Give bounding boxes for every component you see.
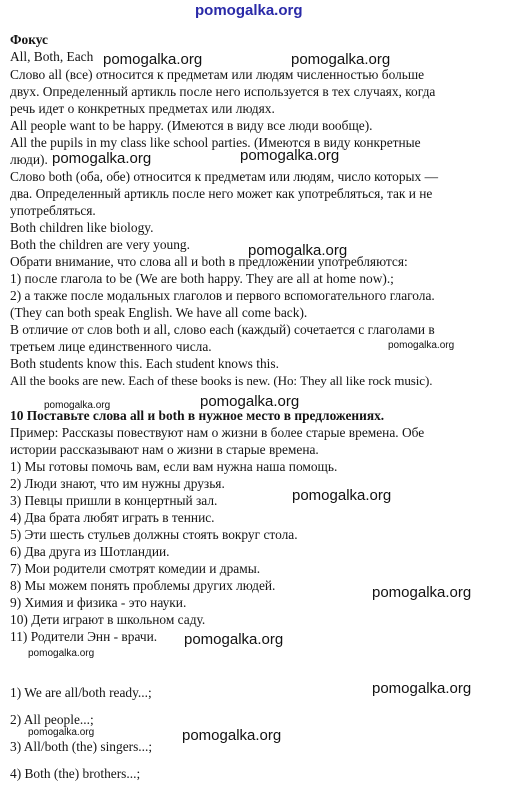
text-line: All people want to be happy. (Имеются в виду все люди вообще). [10, 118, 373, 133]
watermark: pomogalka.org [292, 487, 392, 504]
answer-line: 1) We are all/both ready...; [10, 685, 152, 700]
exercise-line: 4) Два брата любят играть в теннис. [10, 510, 215, 525]
text-line: двух. Определенный артикль после него используется в тех случаях, когда [10, 84, 436, 99]
text-line: (They can both speak English. We have all come back). [10, 305, 308, 320]
text-line: 1) после глагола to be (We are both happy. They are all at home now).; [10, 271, 394, 286]
exercise-line: 1) Мы готовы помочь вам, если вам нужна наша помощь. [10, 459, 338, 474]
text-line: All the pupils in my class like school parties. (Имеются в виду конкретные [10, 135, 421, 150]
text-line: В отличие от слов both и all, слово each (каждый) сочетается с глаголами в [10, 322, 435, 337]
watermark: pomogalka.org [184, 631, 284, 648]
watermark: pomogalka.org [28, 648, 95, 659]
exercise-line: 2) Люди знают, что им нужны друзья. [10, 476, 225, 491]
watermark: pomogalka.org [291, 51, 391, 68]
watermark: pomogalka.org [372, 584, 472, 601]
answer-line: 4) Both (the) brothers...; [10, 766, 141, 781]
text-line: Both the children are very young. [10, 237, 190, 252]
exercise-line: 11) Родители Энн - врачи. [10, 629, 158, 644]
exercise-line: 5) Эти шесть стульев должны стоять вокруг стола. [10, 527, 298, 542]
exercise-line: 8) Мы можем понять проблемы других людей. [10, 578, 276, 593]
text-line: Both children like biology. [10, 220, 154, 235]
text-line: Слово all (все) относится к предметам или людям численностью больше [10, 67, 425, 82]
watermark: pomogalka.org [103, 51, 203, 68]
text-line: люди). [10, 152, 48, 167]
watermark: pomogalka.org [200, 393, 300, 410]
watermark: pomogalka.org [248, 242, 348, 259]
watermark: pomogalka.org [240, 147, 340, 164]
text-line: Both students know this. Each student knows this. [10, 356, 279, 371]
exercise-line: 10) Дети играют в школьном саду. [10, 612, 206, 627]
watermark: pomogalka.org [372, 680, 472, 697]
text-line: Обрати внимание, что слова all и both в предложении употребляются: [10, 254, 408, 269]
exercise-line: истории рассказывают нам о жизни в старые времена. [10, 442, 319, 457]
watermark: pomogalka.org [28, 727, 95, 738]
exercise-line: Пример: Рассказы повествуют нам о жизни в более старые времена. Обе [10, 425, 425, 440]
watermark: pomogalka.org [52, 150, 152, 167]
exercise-line: 7) Мои родители смотрят комедии и драмы. [10, 561, 261, 576]
exercise-line: 9) Химия и физика - это науки. [10, 595, 187, 610]
text-line: All the books are new. Each of these books is new. (Но: They all like rock music). [10, 373, 433, 388]
text-line: 2) а также после модальных глаголов и первого вспомогательного глагола. [10, 288, 435, 303]
exercise-line: 6) Два друга из Шотландии. [10, 544, 170, 559]
text-line: два. Определенный артикль после него может как употребляться, так и не [10, 186, 433, 201]
text-line: речь идет о конкретных предметах или людях. [10, 101, 275, 116]
text-line: Слово both (оба, обе) относится к предметам или людям, число которых — [10, 169, 438, 184]
watermark: pomogalka.org [44, 400, 111, 411]
text-line: употребляться. [10, 203, 96, 218]
exercise-title: 10 Поставьте слова all и both в нужное место в предложениях. [10, 408, 385, 423]
exercise-line: 3) Певцы пришли в концертный зал. [10, 493, 218, 508]
watermark: pomogalka.org [182, 727, 282, 744]
section-title: Фокус [10, 32, 48, 47]
text-line: третьем лице единственного числа. [10, 339, 212, 354]
answer-line: 2) All people...; [10, 712, 94, 727]
watermark: pomogalka.org [388, 340, 455, 351]
answer-line: 3) All/both (the) singers...; [10, 739, 153, 754]
text-line: All, Both, Each [10, 49, 94, 64]
watermark-top: pomogalka.org [195, 2, 303, 19]
